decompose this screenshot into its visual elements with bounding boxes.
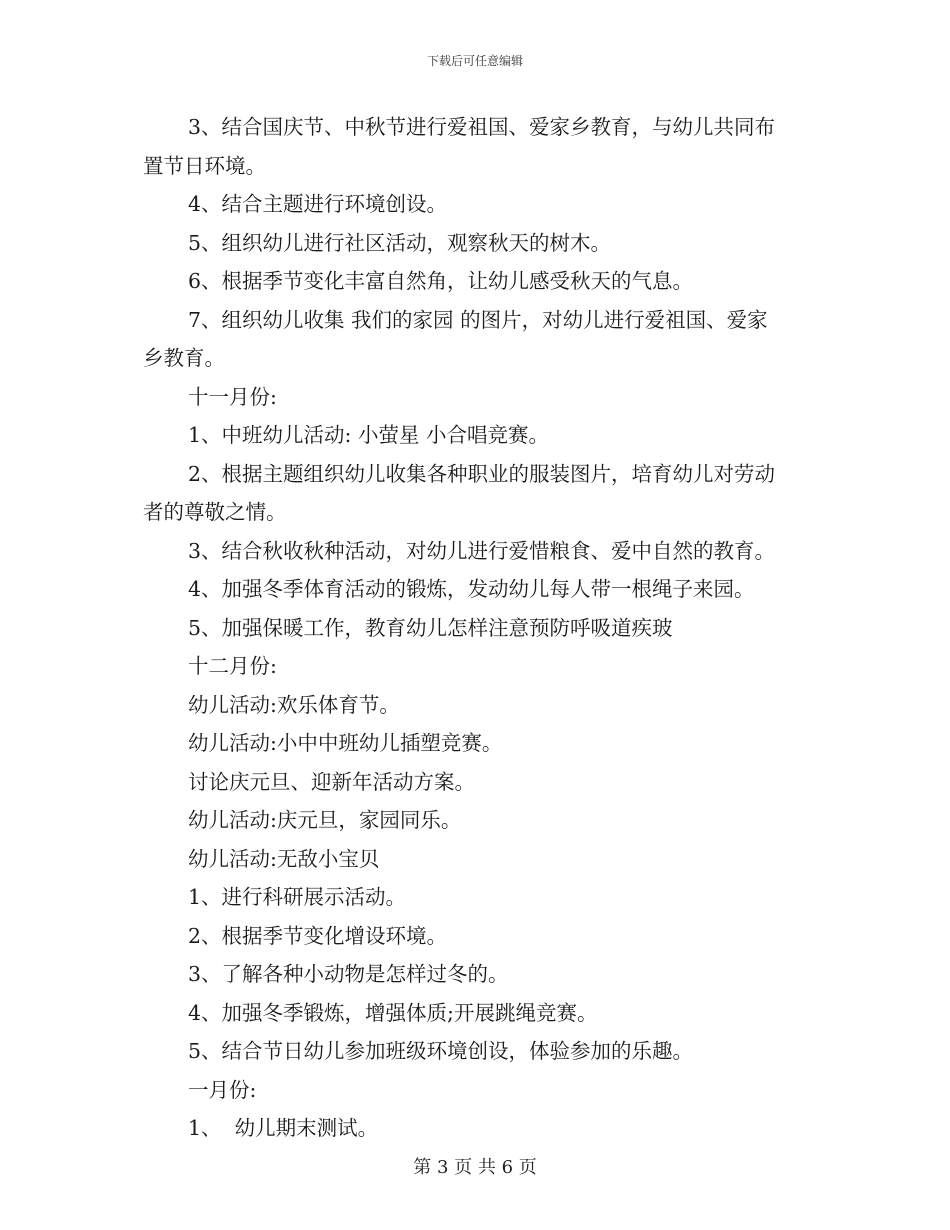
paragraph-line: 幼儿活动:无敌小宝贝 <box>188 846 380 871</box>
document-body <box>143 108 813 1148</box>
paragraph-line: 置节日环境。 <box>143 153 266 178</box>
paragraph-line: 讨论庆元旦、迎新年活动方案。 <box>188 769 475 794</box>
paragraph-line: 4、加强冬季体育活动的锻炼，发动幼儿每人带一根绳子来园。 <box>188 577 755 601</box>
paragraph-line: 1、 幼儿期末测试。 <box>188 1116 379 1140</box>
paragraph-line: 5、加强保暖工作，教育幼儿怎样注意预防呼吸道疾玻 <box>188 615 673 640</box>
paragraph-line: 1、中班幼儿活动: 小萤星 小合唱竞赛。 <box>188 423 549 447</box>
paragraph-line: 5、结合节日幼儿参加班级环境创设，体验参加的乐趣。 <box>188 1039 694 1063</box>
page-header: 下载后可任意编辑 <box>426 54 523 68</box>
page-footer: 第 3 页 共 6 页 <box>413 1157 537 1178</box>
paragraph-line: 乡教育。 <box>143 346 225 370</box>
paragraph-line: 幼儿活动:小中中班幼儿插塑竞赛。 <box>188 731 503 755</box>
paragraph-line: 4、结合主题进行环境创设。 <box>188 192 448 216</box>
paragraph-line: 5、组织幼儿进行社区活动，观察秋天的树木。 <box>188 230 612 255</box>
section-heading: 十二月份: <box>188 654 277 678</box>
paragraph-line: 2、根据主题组织幼儿收集各种职业的服装图片，培育幼儿对劳动 <box>188 461 776 486</box>
section-heading: 一月份: <box>188 1077 257 1102</box>
paragraph-line: 4、加强冬季锻炼，增强体质;开展跳绳竞赛。 <box>188 1000 598 1025</box>
paragraph-line: 7、组织幼儿收集 我们的家园 的图片，对幼儿进行爱祖国、爱家 <box>188 307 768 332</box>
paragraph-line: 2、根据季节变化增设环境。 <box>188 923 448 948</box>
paragraph-line: 3、了解各种小动物是怎样过冬的。 <box>188 962 509 986</box>
paragraph-line: 1、进行科研展示活动。 <box>188 885 407 909</box>
section-heading: 十一月份: <box>188 384 277 409</box>
paragraph-line: 幼儿活动:庆元旦，家园同乐。 <box>188 808 462 832</box>
paragraph-line: 者的尊敬之情。 <box>143 500 287 524</box>
paragraph-line: 3、结合国庆节、中秋节进行爱祖国、爱家乡教育，与幼儿共同布 <box>188 115 776 139</box>
paragraph-line: 6、根据季节变化丰富自然角，让幼儿感受秋天的气息。 <box>188 269 694 293</box>
paragraph-line: 幼儿活动:欢乐体育节。 <box>188 692 400 717</box>
paragraph-line: 3、结合秋收秋种活动，对幼儿进行爱惜粮食、爱中自然的教育。 <box>188 538 776 563</box>
